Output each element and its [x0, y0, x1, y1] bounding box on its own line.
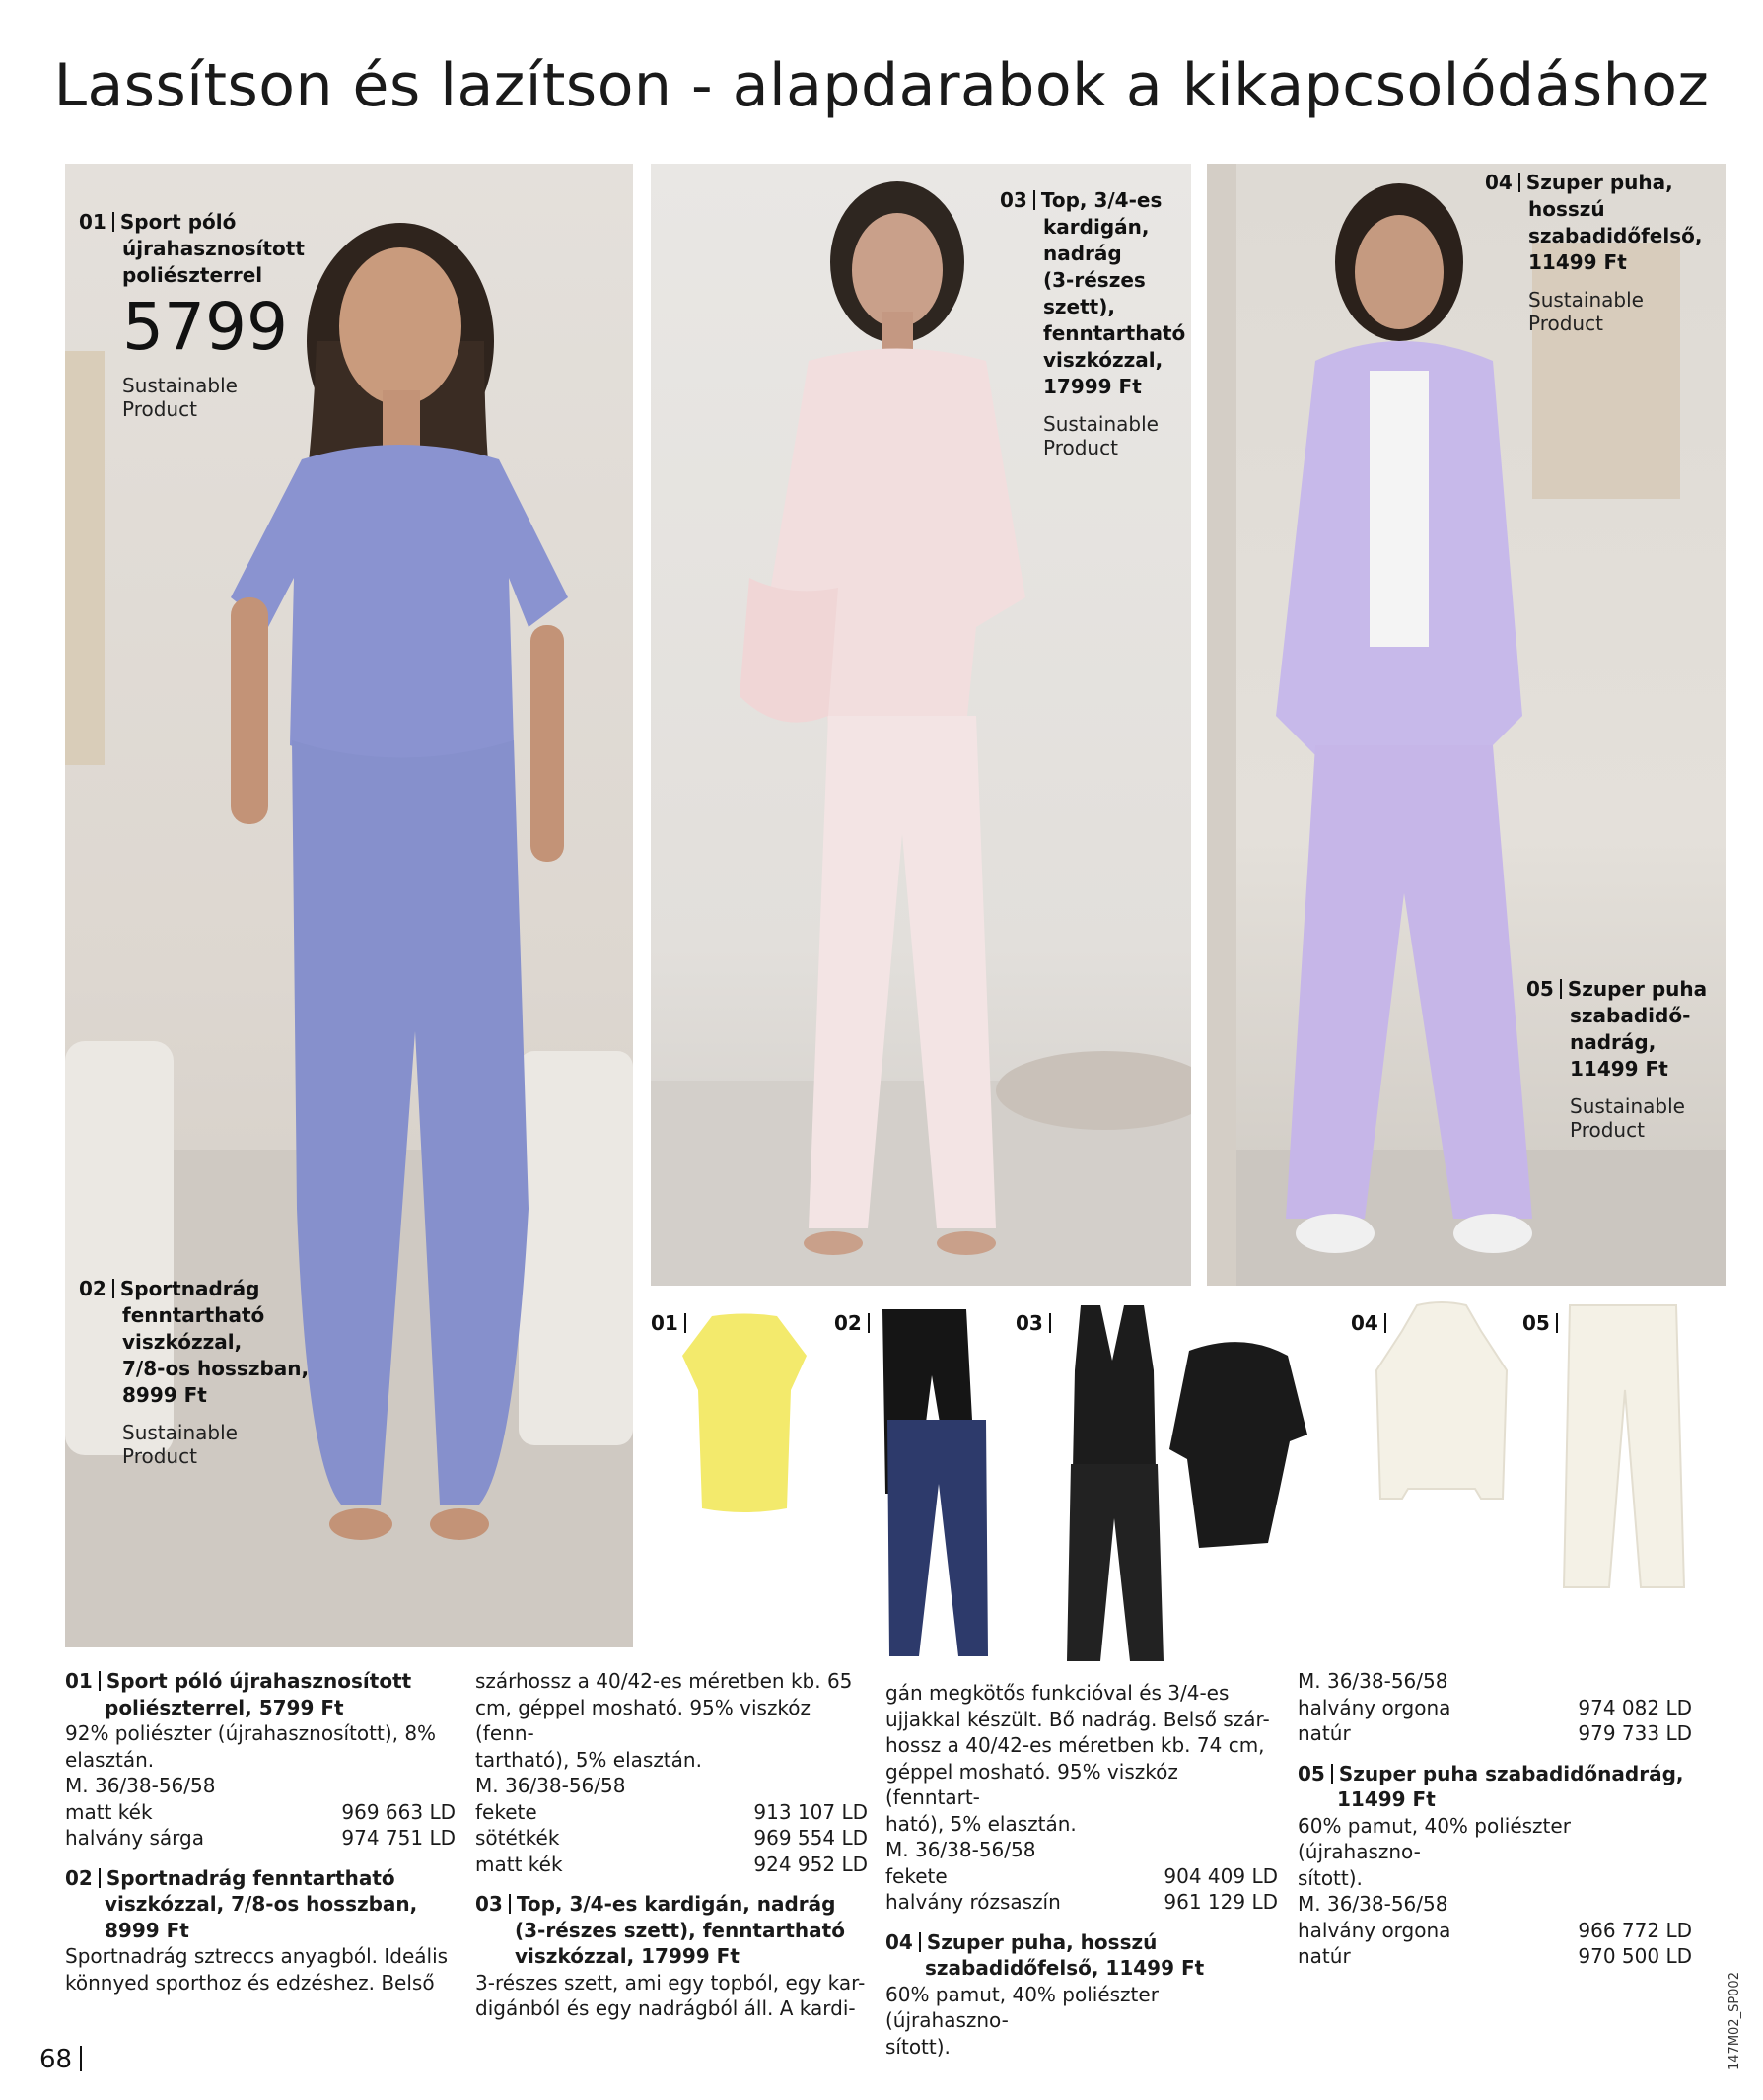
desc-03-body: gán megkötős funkcióval és 3/4-es — [885, 1681, 1230, 1705]
desc-02-body: könnyed sporthoz és edzéshez. Belső — [65, 1970, 435, 1995]
label-01-price: 5799 — [122, 289, 288, 365]
variant-row: halvány orgona 974 082 LD — [1298, 1695, 1692, 1719]
thumb-number: 03 — [1016, 1311, 1051, 1335]
label-01-name-line: újrahasznosított — [122, 237, 305, 260]
label-03-sustainable: Sustainable — [1043, 412, 1159, 436]
label-05-name-line: nadrág, — [1570, 1030, 1657, 1054]
variant-row: fekete 904 409 LD — [885, 1863, 1278, 1888]
thumb-number: 02 — [834, 1311, 870, 1335]
desc-03-body: digánból és egy nadrágból áll. A kardi- — [475, 1996, 856, 2020]
label-04-name-line: szabadidőfelső, — [1528, 224, 1703, 247]
label-item-01 — [79, 209, 305, 421]
label-05-name-line: Szuper puha — [1567, 977, 1708, 1001]
desc-03-body: ujjakkal készült. Bő nadrág. Belső szár- — [885, 1707, 1270, 1731]
label-01-number: 01 — [79, 210, 106, 234]
label-05-name-line: szabadidő- — [1570, 1004, 1691, 1027]
thumb-cream-hoodie — [1373, 1301, 1511, 1504]
variant-row: natúr 970 500 LD — [1298, 1944, 1692, 1968]
label-01-name-line: Sport póló — [119, 210, 237, 234]
label-03-name-line: szett), — [1043, 295, 1115, 318]
thumb-sport-pants — [878, 1306, 991, 1661]
page-headline: Lassítson és lazítson - alapdarabok a kikapcsolódáshoz — [53, 51, 1710, 120]
label-04-sustainable: Product — [1528, 312, 1603, 335]
page-number: 68 — [39, 2045, 82, 2074]
catalog-code: 147M02_SP002 — [1728, 1972, 1742, 2070]
variant-row: matt kék 924 952 LD — [475, 1852, 868, 1876]
variant-row: halvány rózsaszín 961 129 LD — [885, 1890, 1278, 1914]
desc-01-heading: 01 Sport póló újrahasznosított poliészterrel, 5799 Ft — [65, 1669, 412, 1719]
thumb-number: 01 — [651, 1311, 686, 1335]
desc-03-body: ható), 5% elasztán. — [885, 1811, 1077, 1836]
label-05-sustainable: Sustainable — [1570, 1094, 1685, 1118]
label-02-name-line: Sportnadrág — [119, 1277, 260, 1300]
label-02-name-line: 7/8-os hosszban, — [122, 1357, 310, 1380]
desc-02-body: tartható), 5% elasztán. — [475, 1747, 702, 1772]
label-01-sustainable: Product — [122, 397, 197, 421]
desc-03-body: géppel mosható. 95% viszkóz (fenntart- — [885, 1759, 1178, 1809]
desc-04-heading: 04 Szuper puha, hosszú szabadidőfelső, 11499 Ft — [885, 1929, 1205, 1980]
desc-04-sizes: M. 36/38-56/58 — [1298, 1669, 1448, 1693]
desc-03-body: 3-részes szett, ami egy topból, egy kar- — [475, 1970, 866, 1995]
thumb-yellow-tshirt — [680, 1311, 809, 1513]
label-02-sustainable: Product — [122, 1444, 197, 1468]
label-05-number: 05 — [1526, 977, 1554, 1001]
desc-01-sizes: M. 36/38-56/58 — [65, 1774, 216, 1797]
desc-column-4 — [1298, 1668, 1692, 1970]
label-02-number: 02 — [79, 1277, 106, 1300]
label-02-name-line: 8999 Ft — [122, 1383, 207, 1407]
label-03-name-line: nadrág — [1043, 242, 1122, 265]
label-item-05 — [1526, 976, 1707, 1142]
desc-column-1 — [65, 1668, 456, 1995]
label-02-sustainable: Sustainable — [122, 1421, 238, 1444]
desc-05-sizes: M. 36/38-56/58 — [1298, 1892, 1448, 1916]
variant-row: halvány sárga 974 751 LD — [65, 1826, 456, 1850]
desc-03-body: hossz a 40/42-es méretben kb. 74 cm, — [885, 1733, 1265, 1757]
label-03-name-line: 17999 Ft — [1043, 375, 1142, 398]
desc-05-body: 60% pamut, 40% poliészter (újrahaszno- — [1298, 1813, 1571, 1863]
label-item-04 — [1485, 170, 1702, 335]
label-03-name-line: kardigán, — [1043, 215, 1150, 239]
variant-row: sötétkék 969 554 LD — [475, 1826, 868, 1850]
label-01-sustainable: Sustainable — [122, 374, 238, 397]
desc-column-2 — [475, 1668, 868, 2022]
label-03-number: 03 — [1000, 188, 1027, 212]
desc-02-body: szárhossz a 40/42-es méretben kb. 65 — [475, 1669, 853, 1693]
label-04-name-line: hosszú — [1528, 197, 1605, 221]
desc-01-body: elasztán. — [65, 1747, 155, 1772]
desc-04-body: 60% pamut, 40% poliészter (újrahaszno- — [885, 1982, 1159, 2032]
desc-05-heading: 05 Szuper puha szabadidőnadrág, 11499 Ft — [1298, 1761, 1684, 1811]
desc-01-body: 92% poliészter (újrahasznosított), 8% — [65, 1721, 437, 1745]
label-04-number: 04 — [1485, 171, 1513, 194]
desc-05-body: sított). — [1298, 1865, 1363, 1890]
desc-03-heading: 03 Top, 3/4-es kardigán, nadrág (3-részes szett), fenntartható viszkózzal, 17999 Ft — [475, 1892, 845, 1968]
label-04-sustainable: Sustainable — [1528, 288, 1644, 312]
label-02-name-line: fenntartható — [122, 1303, 265, 1327]
label-01-name-line: poliészterrel — [122, 263, 263, 287]
desc-04-body: sított). — [885, 2034, 951, 2059]
desc-02-body: Sportnadrág sztreccs anyagból. Ideális — [65, 1944, 449, 1968]
desc-column-3 — [885, 1680, 1278, 2060]
label-03-name-line: fenntartható — [1043, 321, 1186, 345]
variant-row: fekete 913 107 LD — [475, 1799, 868, 1824]
label-item-02 — [79, 1276, 309, 1468]
label-05-name-line: 11499 Ft — [1570, 1057, 1668, 1081]
label-03-name-line: viszkózzal, — [1043, 348, 1164, 372]
label-item-03 — [1000, 187, 1185, 459]
label-04-name-line: Szuper puha, — [1525, 171, 1673, 194]
label-05-sustainable: Product — [1570, 1118, 1645, 1142]
thumb-number: 05 — [1522, 1311, 1558, 1335]
variant-row: matt kék 969 663 LD — [65, 1799, 456, 1824]
variant-row: halvány orgona 966 772 LD — [1298, 1918, 1692, 1942]
desc-02-heading: 02 Sportnadrág fenntartható viszkózzal, 7/8-os hosszban, 8999 Ft — [65, 1865, 418, 1942]
thumb-black-set — [1061, 1301, 1317, 1666]
label-04-name-line: 11499 Ft — [1528, 250, 1627, 274]
thumb-number: 04 — [1351, 1311, 1386, 1335]
thumb-cream-pants — [1560, 1301, 1688, 1597]
desc-02-body: cm, géppel mosható. 95% viszkóz (fenn- — [475, 1695, 811, 1745]
label-02-name-line: viszkózzal, — [122, 1330, 243, 1354]
label-03-name-line: Top, 3/4-es — [1040, 188, 1163, 212]
desc-03-sizes: M. 36/38-56/58 — [885, 1838, 1036, 1861]
label-03-name-line: (3-részes — [1043, 268, 1146, 292]
variant-row: natúr 979 733 LD — [1298, 1721, 1692, 1745]
label-03-sustainable: Product — [1043, 436, 1118, 459]
desc-02-sizes: M. 36/38-56/58 — [475, 1774, 626, 1797]
